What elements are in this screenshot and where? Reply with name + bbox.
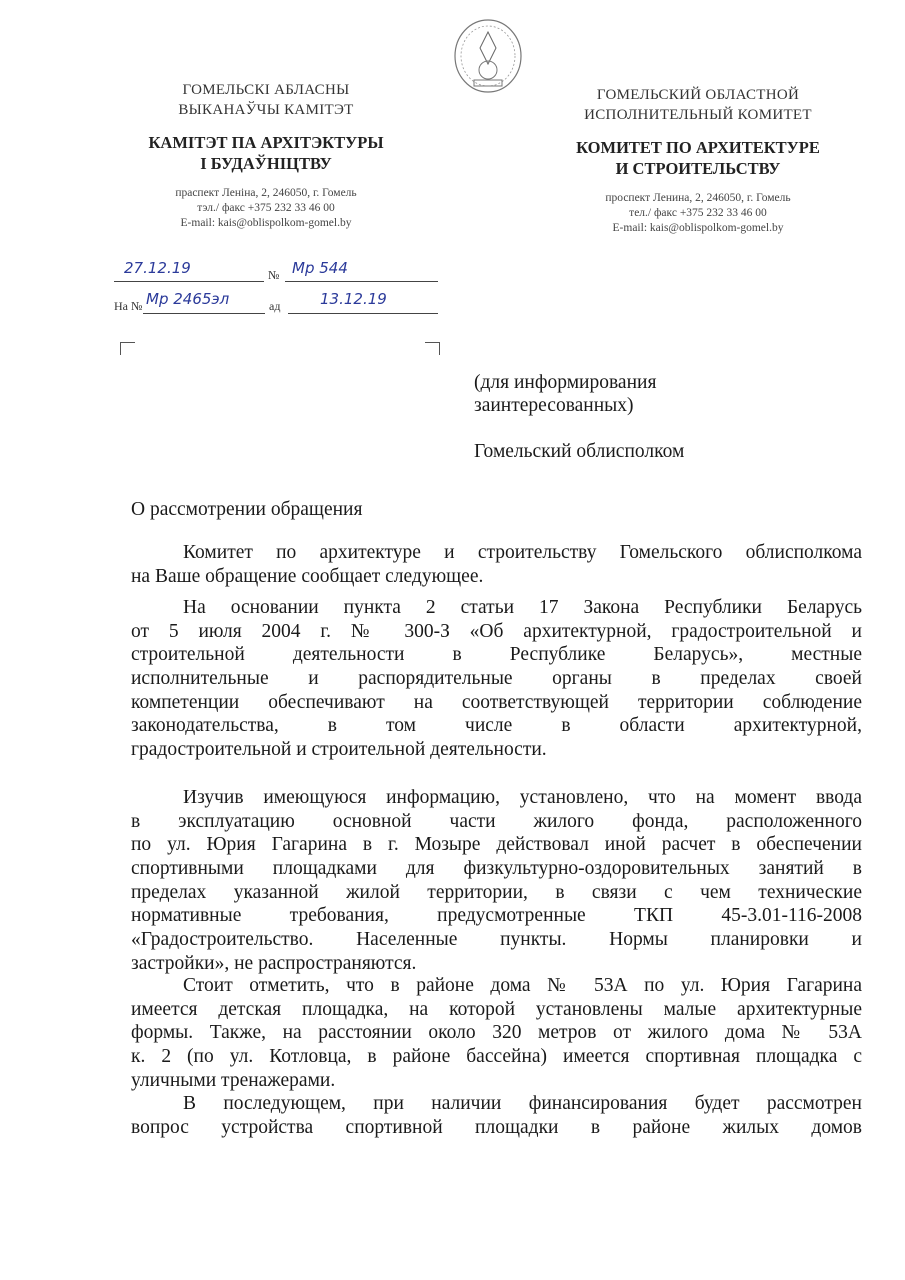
header-left <box>106 80 426 231</box>
paragraph-line: пределах указанной жилой территории, в связи с чем технические <box>131 881 862 903</box>
dept-name-by: КАМІТЭТ ПА АРХІТЭКТУРЫ І БУДАЎНІЦТВУ <box>148 133 384 173</box>
address-ru: проспект Ленина, 2, 246050, г. Гомель тел./ факс +375 232 33 46 00 E-mail: kais@oblispolkom-gomel.by <box>605 192 791 234</box>
paragraph-line: Изучив имеющуюся информацию, установлено, что на момент ввода <box>183 787 862 808</box>
paragraph <box>131 786 862 976</box>
ref-date: 13.12.19 <box>320 290 387 308</box>
paragraph-line: на Ваше обращение сообщает следующее. <box>131 565 484 587</box>
outgoing-date: 27.12.19 <box>124 259 191 277</box>
state-emblem-icon <box>452 18 524 94</box>
recipient-addressee: Гомельский облисполком <box>474 441 685 462</box>
paragraph-line: в эксплуатацию основной части жилого фонда, расположенного <box>131 810 862 832</box>
number-label: № <box>268 268 280 282</box>
ref-date-label: ад <box>269 299 281 313</box>
paragraph-line: нормативные требования, предусмотренные ТКП 45-3.01-116-2008 <box>131 905 862 927</box>
org-name-ru: ГОМЕЛЬСКИЙ ОБЛАСТНОЙ ИСПОЛНИТЕЛЬНЫЙ КОМИТЕТ <box>584 87 812 123</box>
paragraph <box>131 1092 862 1139</box>
paragraph-line: Стоит отметить, что в районе дома № 53А по ул. Юрия Гагарина <box>183 975 862 996</box>
ref-label: На № <box>114 299 143 313</box>
paragraph-line: от 5 июля 2004 г. № 300-З «Об архитектурной, градостроительной и <box>131 620 862 642</box>
paragraph-line: строительной деятельности в Республике Беларусь», местные <box>131 644 862 666</box>
paragraph-line: по ул. Юрия Гагарина в г. Мозыре действовал иной расчет в обеспечении <box>131 834 862 856</box>
paragraph <box>131 541 862 588</box>
paragraph-line: уличными тренажерами. <box>131 1069 336 1091</box>
paragraph-line: В последующем, при наличии финансирования будет рассмотрен <box>183 1093 862 1114</box>
paragraph-line: исполнительные и распорядительные органы в пределах своей <box>131 668 862 690</box>
paragraph-line: имеется детская площадка, на которой установлены малые архитектурные <box>131 998 862 1020</box>
paragraph-line: «Градостроительство. Населенные пункты. Нормы планировки и <box>131 929 862 951</box>
address-corner-left <box>120 342 135 355</box>
address-corner-right <box>425 342 440 355</box>
subject: О рассмотрении обращения <box>131 499 363 520</box>
recipient-note: (для информирования заинтересованных) <box>474 372 657 416</box>
ref-number: Мр 2465эл <box>146 290 230 308</box>
paragraph <box>131 974 862 1092</box>
paragraph-line: Комитет по архитектуре и строительству Гомельского облисполкома <box>183 542 862 563</box>
paragraph-line: спортивными площадками для физкультурно-оздоровительных занятий в <box>131 858 862 880</box>
paragraph-line: вопрос устройства спортивной площадки в районе жилых домов <box>131 1116 862 1138</box>
org-name-by: ГОМЕЛЬСКІ АБЛАСНЫ ВЫКАНАЎЧЫ КАМІТЭТ <box>178 82 354 118</box>
paragraph-line: к. 2 (по ул. Котловца, в районе бассейна) имеется спортивная площадка с <box>131 1046 862 1068</box>
paragraph-line: На основании пункта 2 статьи 17 Закона Республики Беларусь <box>183 597 862 618</box>
paragraph-line: компетенции обеспечивают на соответствующей территории соблюдение <box>131 691 862 713</box>
paragraph-line: законодательства, в том числе в области архитектурной, <box>131 715 862 737</box>
header-right <box>538 85 858 236</box>
address-by: праспект Леніна, 2, 246050, г. Гомель тэл./ факс +375 232 33 46 00 E-mail: kais@oblispolkom-gomel.by <box>175 187 357 229</box>
paragraph <box>131 596 862 762</box>
paragraph-line: формы. Также, на расстоянии около 320 метров от жилого дома № 53А <box>131 1022 862 1044</box>
paragraph-line: застройки», не распространяются. <box>131 952 417 974</box>
paragraph-line: градостроительной и строительной деятельности. <box>131 739 547 761</box>
outgoing-number: Мр 544 <box>292 259 348 277</box>
dept-name-ru: КОМИТЕТ ПО АРХИТЕКТУРЕ И СТРОИТЕЛЬСТВУ <box>576 138 820 178</box>
